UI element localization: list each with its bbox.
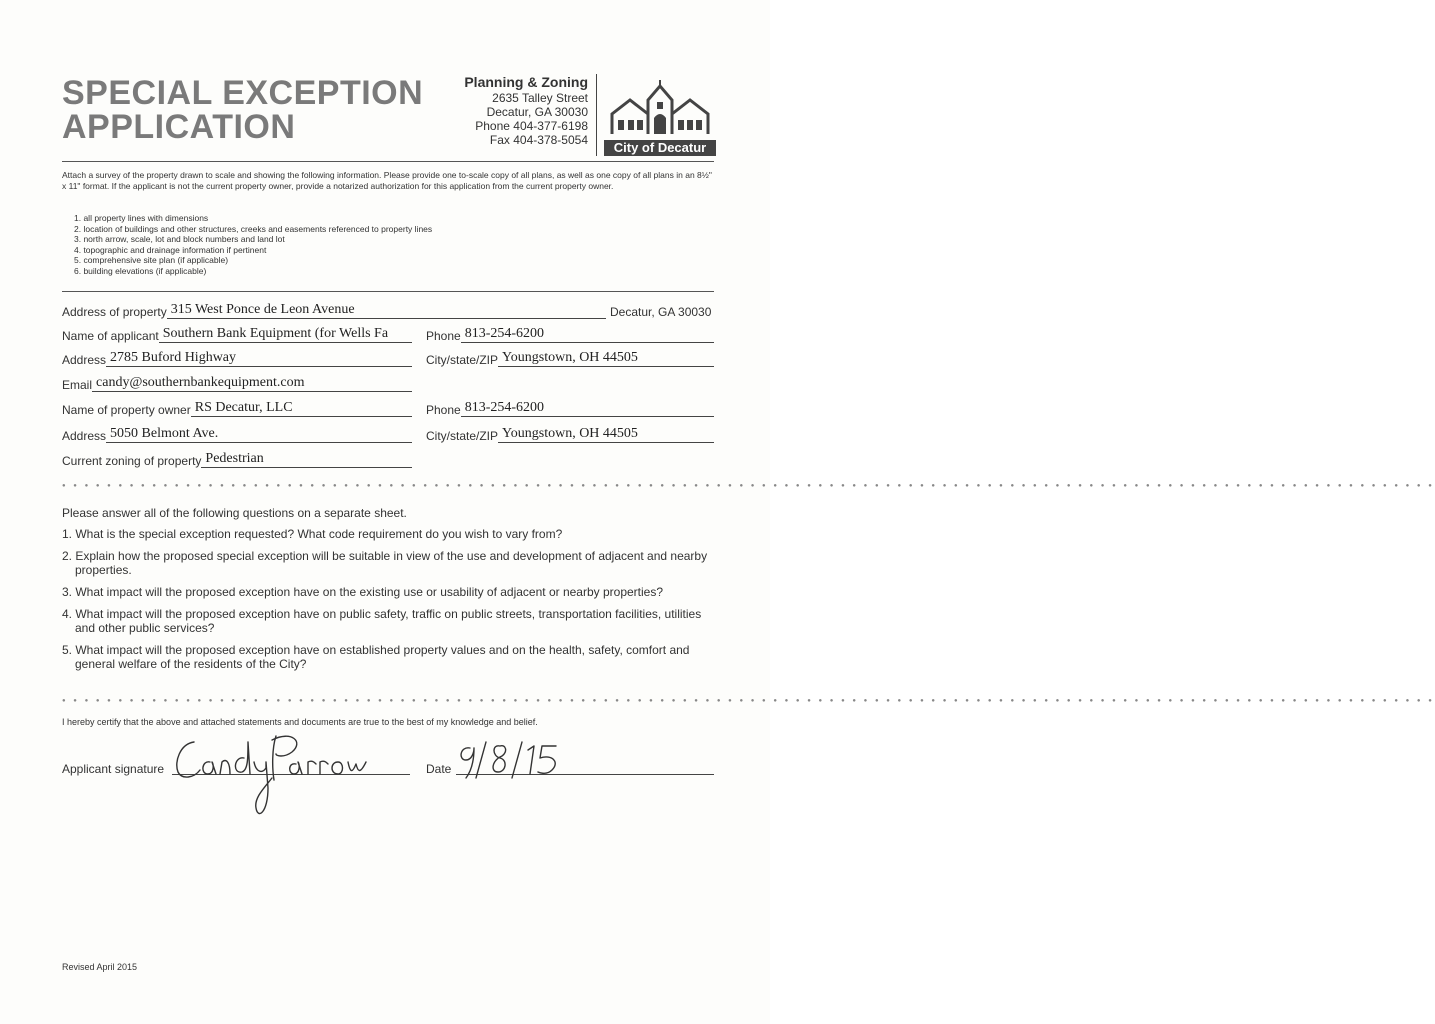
owner-phone-label: Phone	[426, 403, 461, 417]
office-phone: Phone 404-377-6198	[475, 119, 588, 133]
applicant-address-value[interactable]: 2785 Buford Highway	[106, 350, 412, 367]
property-address-label: Address of property	[62, 305, 167, 319]
survey-instructions: Attach a survey of the property drawn to scale and showing the following information. Please provide one to-scale copy of all plans, as well as one copy of all plans in an 8½" x 11" format. If the applicant is not the current property owner, provide a notarized authorization for this application from the current property owner.	[62, 170, 712, 191]
applicant-city-label: City/state/ZIP	[426, 353, 499, 367]
zoning-value[interactable]: Pedestrian	[201, 451, 412, 468]
city-logo-text: City of Decatur	[604, 140, 716, 156]
email-field[interactable]	[62, 375, 412, 392]
email-label: Email	[62, 378, 93, 392]
office-city: Decatur, GA 30030	[486, 105, 588, 119]
list-item: 5. comprehensive site plan (if applicable)	[74, 255, 229, 266]
email-value[interactable]: candy@southernbankequipment.com	[92, 375, 412, 392]
office-street: 2635 Talley Street	[492, 91, 588, 105]
applicant-name-value[interactable]: Southern Bank Equipment (for Wells Fa	[159, 326, 412, 343]
applicant-phone-field[interactable]	[426, 326, 714, 343]
owner-name-label: Name of property owner	[62, 403, 191, 417]
list-item: 4. topographic and drainage information if pertinent	[74, 244, 267, 255]
certification-text: I hereby certify that the above and attached statements and documents are true to the best of my knowledge and belief.	[62, 717, 538, 727]
owner-phone-field[interactable]	[426, 400, 714, 417]
form-title-line1: SPECIAL EXCEPTION	[62, 74, 424, 112]
list-item: 3. What impact will the proposed exception have on the existing use or usability of adjacent or nearby properties?	[62, 585, 664, 599]
revision-note: Revised April 2015	[62, 962, 138, 972]
applicant-phone-value[interactable]: 813-254-6200	[461, 326, 714, 343]
owner-address-value[interactable]: 5050 Belmont Ave.	[106, 426, 412, 443]
dotted-divider: ● ● ● ● ● ● ● ● ● ● ● ● ● ● ● ● ● ● ● ● ● ● ● ● ● ● ● ● ● ● ● ● ● ● ● ● ● ● ● ● ● ● ● ● ● ● ● ● ● ● ● ● ● ● ● ● ● ● ● ● ● ● ● ● ● ● ● ● ● ● ● ● ● ● ● ● ● ● ● ● ● ● ● ● ● ● ● ● ● ● ● ● ● ● ● ● ● ● ● ● ● ● ● ● ● ● ● ● ● ● ● ● ● ● ● ● ● ● ● ● ● ●	[62, 483, 1435, 489]
owner-address-field[interactable]	[62, 426, 412, 443]
property-address-field[interactable]	[62, 302, 606, 319]
questions-intro: Please answer all of the following questions on a separate sheet.	[62, 506, 407, 520]
applicant-phone-label: Phone	[426, 329, 461, 343]
applicant-city-field[interactable]	[426, 350, 714, 367]
list-item: 4. What impact will the proposed exception have on public safety, traffic on public streets, transportation facilities, utilities and other public services?	[62, 607, 702, 635]
date-label: Date	[426, 762, 452, 776]
list-item: 6. building elevations (if applicable)	[74, 265, 207, 276]
office-fax: Fax 404-378-5054	[489, 133, 588, 147]
owner-address-label: Address	[62, 429, 107, 443]
list-item: 2. Explain how the proposed special exception will be suitable in view of the use and development of adjacent and nearby properties.	[62, 549, 708, 577]
list-item: 3. north arrow, scale, lot and block numbers and land lot	[74, 234, 285, 245]
header-rule	[62, 161, 714, 162]
list-item: 1. all property lines with dimensions	[74, 213, 209, 223]
office-contact-block	[464, 75, 588, 147]
owner-name-value[interactable]: RS Decatur, LLC	[191, 400, 412, 417]
handwritten-date	[456, 738, 586, 780]
owner-city-label: City/state/ZIP	[426, 429, 499, 443]
applicant-name-field[interactable]	[62, 326, 412, 343]
department-name: Planning & Zoning	[464, 74, 588, 90]
owner-phone-value[interactable]: 813-254-6200	[461, 400, 714, 417]
form-title-line2: APPLICATION	[62, 108, 296, 146]
applicant-signature	[172, 728, 412, 828]
zoning-field[interactable]	[62, 451, 412, 468]
applicant-address-label: Address	[62, 353, 107, 367]
questions-list	[62, 527, 712, 679]
owner-city-field[interactable]	[426, 426, 714, 443]
property-city-text: Decatur, GA 30030	[610, 305, 712, 319]
applicant-city-value[interactable]: Youngstown, OH 44505	[498, 350, 714, 367]
property-address-value[interactable]: 315 West Ponce de Leon Avenue	[167, 302, 606, 319]
signature-label: Applicant signature	[62, 762, 165, 776]
header-divider	[596, 74, 597, 156]
section-rule	[62, 291, 714, 292]
owner-name-field[interactable]	[62, 400, 412, 417]
list-item: 2. location of buildings and other structures, creeks and easements referenced to property lines	[74, 223, 433, 234]
dotted-divider: ● ● ● ● ● ● ● ● ● ● ● ● ● ● ● ● ● ● ● ● ● ● ● ● ● ● ● ● ● ● ● ● ● ● ● ● ● ● ● ● ● ● ● ● ● ● ● ● ● ● ● ● ● ● ● ● ● ● ● ● ● ● ● ● ● ● ● ● ● ● ● ● ● ● ● ● ● ● ● ● ● ● ● ● ● ● ● ● ● ● ● ● ● ● ● ● ● ● ● ● ● ● ● ● ● ● ● ● ● ● ● ● ● ● ● ● ● ● ● ● ● ●	[62, 698, 1435, 704]
survey-requirements-list	[74, 213, 432, 277]
applicant-address-field[interactable]	[62, 350, 412, 367]
list-item: 1. What is the special exception requested? What code requirement do you wish to vary from?	[62, 527, 563, 541]
zoning-label: Current zoning of property	[62, 454, 202, 468]
list-item: 5. What impact will the proposed exception have on established property values and on the health, safety, comfort and general welfare of the residents of the City?	[62, 643, 690, 671]
applicant-name-label: Name of applicant	[62, 329, 159, 343]
owner-city-value[interactable]: Youngstown, OH 44505	[498, 426, 714, 443]
